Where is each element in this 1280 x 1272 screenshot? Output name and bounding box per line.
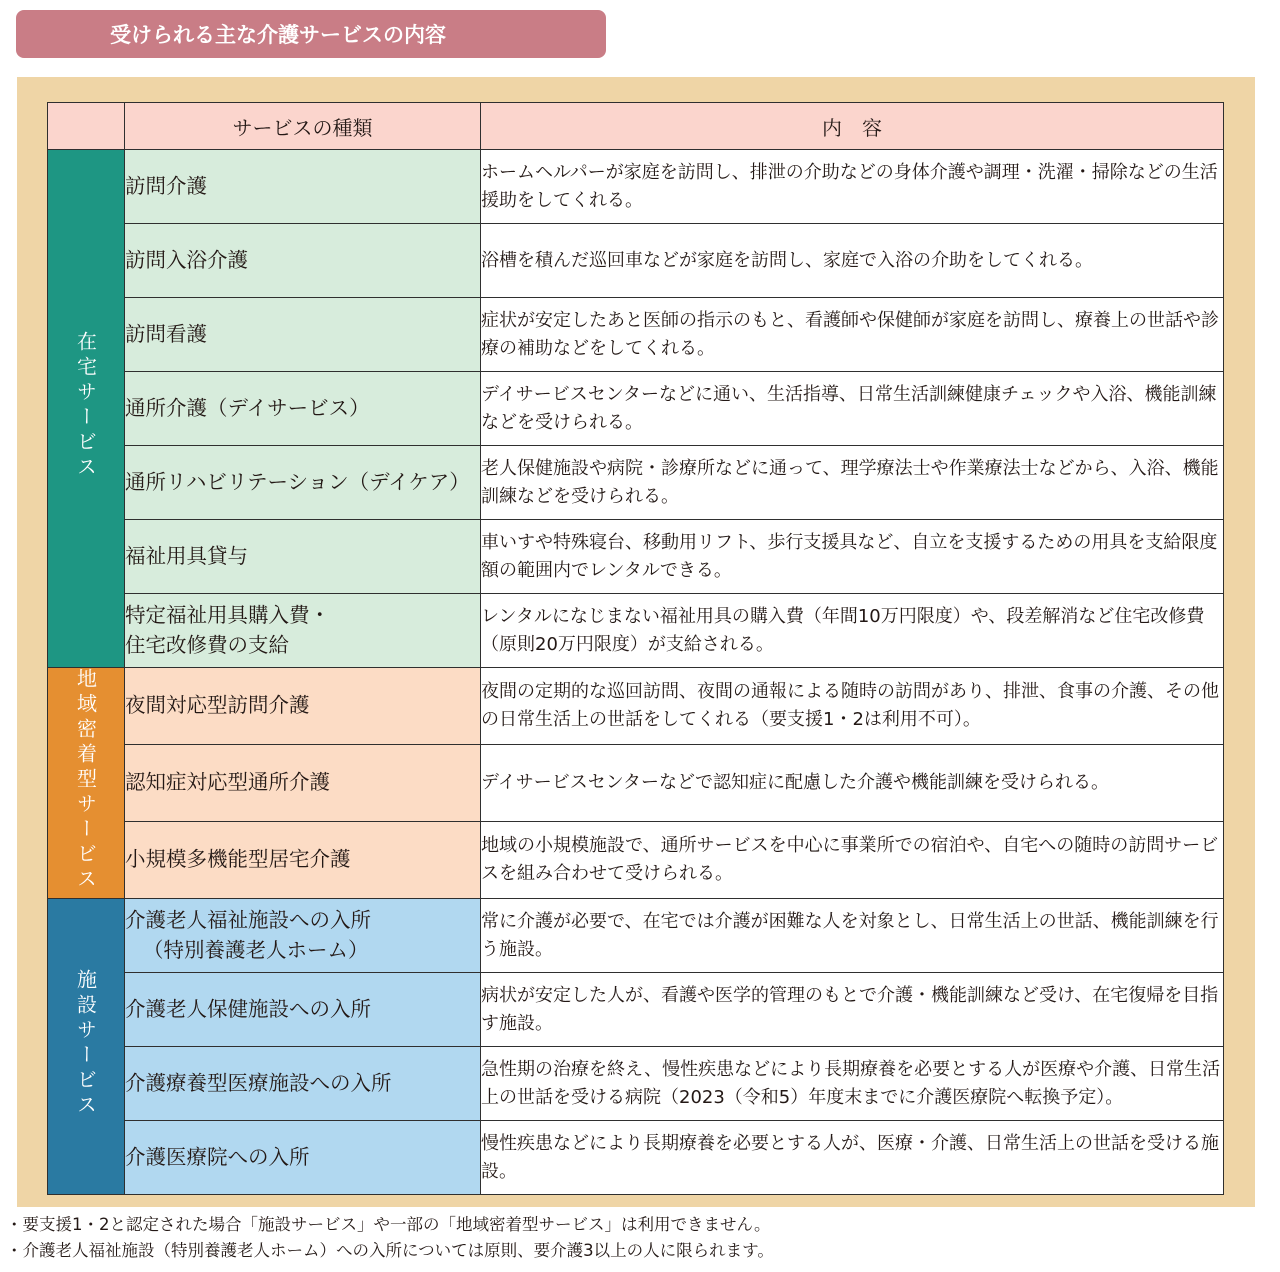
- service-desc: レンタルになじまない福祉用具の購入費（年間10万円限度）や、段差解消など住宅改修費（原則20万円限度）が支給される。: [481, 594, 1224, 668]
- service-table: [47, 102, 1224, 1195]
- table-row: [48, 224, 1224, 298]
- category-local-label: 地域密着型サービス: [73, 668, 98, 893]
- footnotes: [6, 1212, 774, 1263]
- service-name: 福祉用具貸与: [125, 520, 481, 594]
- service-name: 訪問入浴介護: [125, 224, 481, 298]
- table-row: [48, 298, 1224, 372]
- service-name: 介護療養型医療施設への入所: [125, 1047, 481, 1121]
- service-desc: 常に介護が必要で、在宅では介護が困難な人を対象とし、日常生活上の世話、機能訓練を行う施設。: [481, 899, 1224, 973]
- header-service-type: サービスの種類: [125, 103, 481, 150]
- table-row: [48, 594, 1224, 668]
- table-row: [48, 973, 1224, 1047]
- table-row: [48, 446, 1224, 520]
- service-name: 介護医療院への入所: [125, 1121, 481, 1195]
- table-row: [48, 668, 1224, 745]
- service-name: 小規模多機能型居宅介護: [125, 822, 481, 899]
- category-home: [48, 150, 125, 668]
- footnote-1: ・要支援1・2と認定された場合「施設サービス」や一部の「地域密着型サービス」は利用できません。: [6, 1215, 771, 1234]
- table-row: [48, 899, 1224, 973]
- footnote-2: ・介護老人福祉施設（特別養護老人ホーム）への入所については原則、要介護3以上の人に限られます。: [6, 1240, 774, 1260]
- table-row: [48, 822, 1224, 899]
- service-desc: 地域の小規模施設で、通所サービスを中心に事業所での宿泊や、自宅への随時の訪問サービスを組み合わせて受けられる。: [481, 822, 1224, 899]
- service-desc: 症状が安定したあと医師の指示のもと、看護師や保健師が家庭を訪問し、療養上の世話や診療の補助などをしてくれる。: [481, 298, 1224, 372]
- service-desc: デイサービスセンターなどで認知症に配慮した介護や機能訓練を受けられる。: [481, 745, 1224, 822]
- service-name: 通所介護（デイサービス）: [125, 372, 481, 446]
- service-desc: 夜間の定期的な巡回訪問、夜間の通報による随時の訪問があり、排泄、食事の介護、その他の日常生活上の世話をしてくれる（要支援1・2は利用不可）。: [481, 668, 1224, 745]
- table-row: [48, 1047, 1224, 1121]
- service-name-line2: 住宅改修費の支給: [125, 632, 289, 657]
- service-name-line1: 特定福祉用具購入費・: [125, 602, 330, 627]
- table-row: [48, 745, 1224, 822]
- table-row: [48, 1121, 1224, 1195]
- header-blank: [48, 103, 125, 150]
- service-name: [125, 899, 481, 973]
- section-title: [16, 10, 606, 58]
- category-home-label: 在宅サービス: [73, 331, 98, 481]
- header-content: 内 容: [481, 103, 1224, 150]
- service-name: [125, 594, 481, 668]
- service-desc: 車いすや特殊寝台、移動用リフト、歩行支援具など、自立を支援するための用具を支給限度額の範囲内でレンタルできる。: [481, 520, 1224, 594]
- table-row: [48, 520, 1224, 594]
- service-desc: デイサービスセンターなどに通い、生活指導、日常生活訓練健康チェックや入浴、機能訓練などを受けられる。: [481, 372, 1224, 446]
- service-name: 通所リハビリテーション（デイケア）: [125, 446, 481, 520]
- service-name-line1: 介護老人福祉施設への入所: [125, 907, 371, 932]
- service-desc: 老人保健施設や病院・診療所などに通って、理学療法士や作業療法士などから、入浴、機能訓練などを受けられる。: [481, 446, 1224, 520]
- service-name-line2: （特別養護老人ホーム）: [143, 937, 369, 962]
- service-desc: 急性期の治療を終え、慢性疾患などにより長期療養を必要とする人が医療や介護、日常生活上の世話を受ける病院（2023（令和5）年度末までに介護医療院へ転換予定）。: [481, 1047, 1224, 1121]
- table-row: [48, 372, 1224, 446]
- category-facility: [48, 899, 125, 1195]
- service-desc: 浴槽を積んだ巡回車などが家庭を訪問し、家庭で入浴の介助をしてくれる。: [481, 224, 1224, 298]
- section-title-text: 受けられる主な介護サービスの内容: [110, 23, 446, 47]
- service-desc: 慢性疾患などにより長期療養を必要とする人が、医療・介護、日常生活上の世話を受ける施設。: [481, 1121, 1224, 1195]
- service-name: 介護老人保健施設への入所: [125, 973, 481, 1047]
- service-desc: 病状が安定した人が、看護や医学的管理のもとで介護・機能訓練など受け、在宅復帰を目指す施設。: [481, 973, 1224, 1047]
- category-facility-label: 施設サービス: [73, 969, 98, 1119]
- service-name: 認知症対応型通所介護: [125, 745, 481, 822]
- service-name: 訪問介護: [125, 150, 481, 224]
- table-row: [48, 150, 1224, 224]
- service-name: 夜間対応型訪問介護: [125, 668, 481, 745]
- table-header-row: [48, 103, 1224, 150]
- category-local: [48, 668, 125, 899]
- service-desc: ホームヘルパーが家庭を訪問し、排泄の介助などの身体介護や調理・洗濯・掃除などの生活援助をしてくれる。: [481, 150, 1224, 224]
- service-name: 訪問看護: [125, 298, 481, 372]
